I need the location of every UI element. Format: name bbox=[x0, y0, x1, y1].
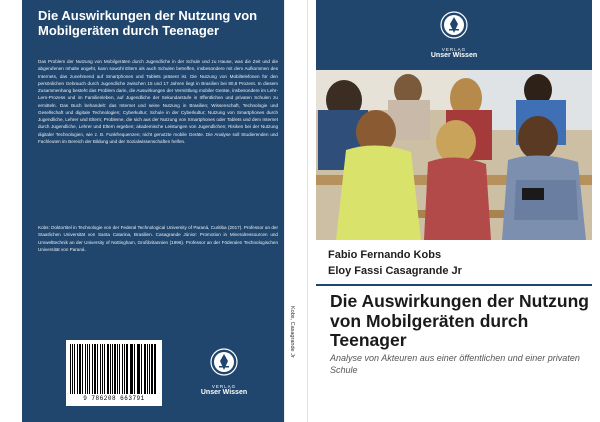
barcode-bar bbox=[74, 344, 75, 394]
barcode-bar bbox=[85, 344, 86, 394]
publisher-name: Unser Wissen bbox=[200, 389, 248, 396]
barcode-bar bbox=[124, 344, 125, 394]
barcode-bar bbox=[110, 344, 111, 394]
author-name: Eloy Fassi Casagrande Jr bbox=[328, 265, 462, 277]
barcode-bar bbox=[122, 344, 123, 394]
classroom-photo-image bbox=[316, 70, 592, 240]
barcode-number: 9 786208 663791 bbox=[83, 395, 145, 402]
barcode-bar bbox=[119, 344, 120, 394]
barcode-bar bbox=[104, 344, 105, 394]
front-header-band bbox=[316, 0, 592, 70]
barcode-bar bbox=[138, 344, 139, 394]
back-cover-title: Die Auswirkungen der Nutzung von Mobilgeräten durch Teenager bbox=[38, 8, 258, 38]
book-subtitle: Analyse von Akteuren aus einer öffentlichen und einer privaten Schule bbox=[330, 353, 580, 375]
barcode-bar bbox=[92, 344, 93, 394]
publisher-emblem-icon bbox=[439, 10, 469, 40]
barcode-bar bbox=[72, 344, 73, 394]
back-cover bbox=[22, 0, 284, 422]
barcode-bar bbox=[97, 344, 98, 394]
barcode-bar bbox=[149, 344, 150, 394]
barcode-bar bbox=[155, 344, 156, 394]
barcode-bar bbox=[82, 344, 83, 394]
publisher-logo-front bbox=[425, 10, 483, 59]
barcode-bar bbox=[79, 344, 81, 394]
publisher-name: Unser Wissen bbox=[430, 52, 478, 59]
book-spine bbox=[284, 0, 308, 422]
cover-photo-students bbox=[316, 70, 592, 240]
isbn-barcode bbox=[66, 340, 162, 406]
barcode-bar bbox=[134, 344, 135, 394]
barcode-bar bbox=[100, 344, 101, 394]
barcode-bar bbox=[107, 344, 109, 394]
barcode-bar bbox=[117, 344, 118, 394]
barcode-bar bbox=[114, 344, 115, 394]
front-cover bbox=[308, 0, 600, 422]
barcode-bar bbox=[137, 344, 138, 394]
barcode-bar bbox=[77, 344, 78, 394]
book-title: Die Auswirkungen der Nutzung von Mobilgeräten durch Teenager bbox=[330, 291, 589, 350]
spine-authors: Kobs, Casagrande Jr bbox=[289, 306, 295, 358]
publisher-verlag-label: VERLAG bbox=[211, 384, 237, 389]
barcode-bar bbox=[94, 344, 96, 394]
barcode-bar bbox=[87, 344, 88, 394]
barcode-bars bbox=[70, 344, 158, 394]
barcode-bar bbox=[141, 344, 142, 394]
author-bio: Kobs: Doktortitel in Technologie von der Federal Technological University of Paraná, Curitiba (2017). Professor an der Staatlichen Universität von Santa Catarina, Brasilien. Casagrande Júnior: Promotion in Mineralressourcen und Umwelttechnik an der University of Nottingham, Großbritannien (1996). Professor an der Föderalen Technologischen Universität von Paraná. bbox=[38, 225, 278, 252]
barcode-bar bbox=[131, 344, 132, 394]
title-divider bbox=[316, 284, 592, 286]
publisher-verlag-label: VERLAG bbox=[441, 47, 467, 52]
barcode-bar bbox=[70, 344, 71, 394]
barcode-bar bbox=[151, 344, 152, 394]
barcode-bar bbox=[89, 344, 90, 394]
barcode-bar bbox=[154, 344, 155, 394]
barcode-bar bbox=[112, 344, 113, 394]
publisher-emblem-icon bbox=[209, 347, 239, 377]
publisher-logo-back bbox=[198, 347, 250, 396]
back-cover-blurb: Das Problem der Nutzung von Mobilgeräten durch Jugendliche in der Schule und zu Hause, was die Zeit und die abgerufenen Inhalte angeht, kann sowohl Eltern als auch Schulen betreffen, insbesondere mit dem Aufkommen des Internets, das zunehmend auf Smartphones und Tablets präsent ist. Die Nutzung von Mobiltelefonen für den persönlichen Gebrauch durch Jugendliche zwischen 15 und 17 Jahren liegt in Brasilien bei 80,8 Prozent. In diesem Zusammenhang besteht das Problem darin, die Auswirkungen der Vermittlung mobiler Geräte, insbesondere im Lehr-Lern-Prozess und im Familienleben, auf Jugendliche der Sekundarstufe in öffentlichen und privaten Schulen zu ermitteln. Das Buch behandelt: das Internet und seine Nutzung in Brasilien; Wissenschaft, Technologie und Gesellschaft und digitale Technologien; Cyberkultur; Schule in der Cyberkultur; Nutzung von Smartphones durch Jugendliche, Lehrer und Eltern; Probleme, die sich aus der Nutzung von Smartphones oder Tablets und dem Internet durch Jugendliche, Lehrer und Eltern ergeben; akademische Leistungen von Jugendlichen; Risiken bei der Nutzung digitaler Technologien, wie z. B. Funkfrequenzen; nicht genutzte mobile Geräte. Die Analyse soll Studierenden und Fachleuten im Bereich der Bildung und der Sozialwissenschaften helfen. bbox=[38, 59, 278, 144]
barcode-bar bbox=[144, 344, 146, 394]
front-authors bbox=[328, 247, 588, 279]
author-name: Fabio Fernando Kobs bbox=[328, 249, 442, 261]
barcode-bar bbox=[147, 344, 148, 394]
barcode-bar bbox=[130, 344, 131, 394]
barcode-bar bbox=[102, 344, 103, 394]
barcode-bar bbox=[126, 344, 128, 394]
